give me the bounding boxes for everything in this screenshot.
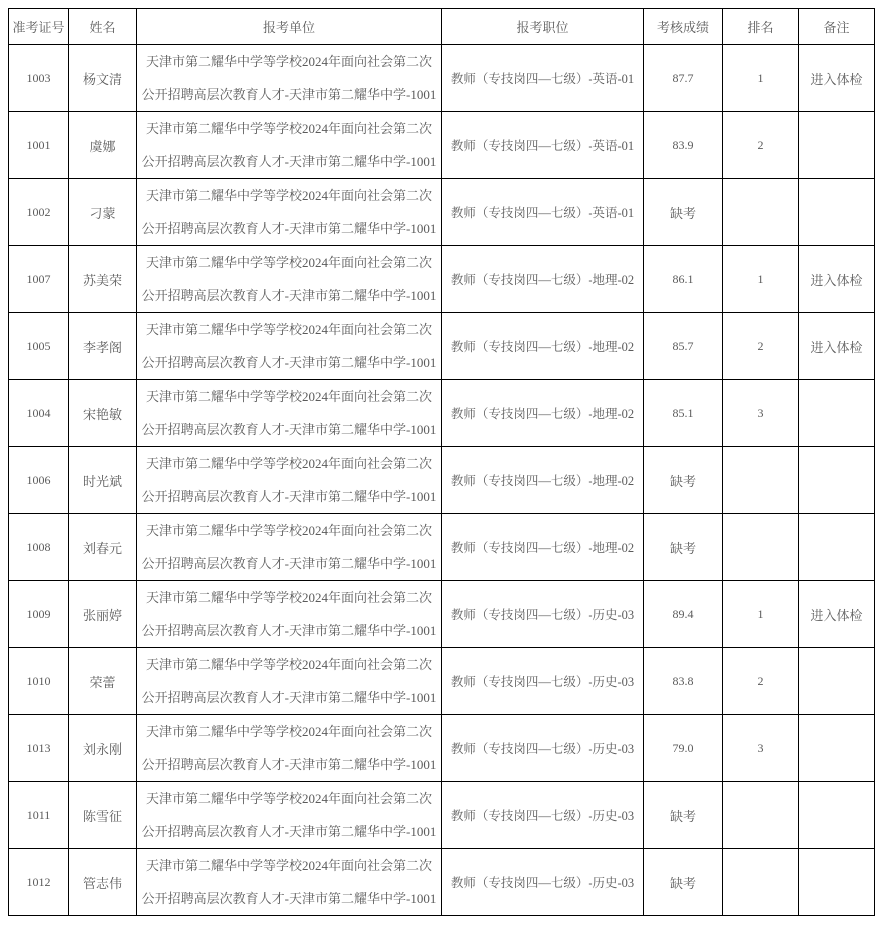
cell-score: 缺考 <box>644 179 723 246</box>
cell-note <box>799 380 875 447</box>
cell-unit: 天津市第二耀华中学等学校2024年面向社会第二次公开招聘高层次教育人才-天津市第二耀华中学-1001 <box>137 45 442 112</box>
cell-rank: 3 <box>723 715 799 782</box>
cell-rank <box>723 782 799 849</box>
cell-name: 宋艳敏 <box>69 380 137 447</box>
header-row <box>9 9 875 45</box>
cell-exam-number: 1009 <box>9 581 69 648</box>
cell-unit: 天津市第二耀华中学等学校2024年面向社会第二次公开招聘高层次教育人才-天津市第二耀华中学-1001 <box>137 782 442 849</box>
header-note: 备注 <box>799 9 875 45</box>
cell-note: 进入体检 <box>799 45 875 112</box>
cell-score: 缺考 <box>644 849 723 916</box>
cell-position: 教师（专技岗四—七级）-地理-02 <box>442 514 644 581</box>
cell-score: 86.1 <box>644 246 723 313</box>
table-row <box>9 246 875 313</box>
table-row <box>9 849 875 916</box>
cell-score: 缺考 <box>644 447 723 514</box>
cell-position: 教师（专技岗四—七级）-历史-03 <box>442 782 644 849</box>
cell-exam-number: 1007 <box>9 246 69 313</box>
cell-exam-number: 1006 <box>9 447 69 514</box>
cell-name: 时光斌 <box>69 447 137 514</box>
table-row <box>9 447 875 514</box>
cell-rank: 3 <box>723 380 799 447</box>
table-row <box>9 514 875 581</box>
header-name: 姓名 <box>69 9 137 45</box>
cell-note <box>799 447 875 514</box>
cell-score: 83.8 <box>644 648 723 715</box>
cell-unit: 天津市第二耀华中学等学校2024年面向社会第二次公开招聘高层次教育人才-天津市第二耀华中学-1001 <box>137 648 442 715</box>
cell-position: 教师（专技岗四—七级）-地理-02 <box>442 447 644 514</box>
cell-rank: 2 <box>723 313 799 380</box>
cell-name: 苏美荣 <box>69 246 137 313</box>
cell-score: 87.7 <box>644 45 723 112</box>
cell-note <box>799 179 875 246</box>
cell-score: 缺考 <box>644 782 723 849</box>
cell-unit: 天津市第二耀华中学等学校2024年面向社会第二次公开招聘高层次教育人才-天津市第二耀华中学-1001 <box>137 715 442 782</box>
cell-position: 教师（专技岗四—七级）-英语-01 <box>442 112 644 179</box>
cell-score: 79.0 <box>644 715 723 782</box>
cell-exam-number: 1011 <box>9 782 69 849</box>
cell-position: 教师（专技岗四—七级）-英语-01 <box>442 45 644 112</box>
cell-note <box>799 782 875 849</box>
cell-position: 教师（专技岗四—七级）-英语-01 <box>442 179 644 246</box>
header-position: 报考职位 <box>442 9 644 45</box>
cell-exam-number: 1001 <box>9 112 69 179</box>
cell-name: 张丽婷 <box>69 581 137 648</box>
cell-exam-number: 1002 <box>9 179 69 246</box>
cell-rank <box>723 514 799 581</box>
cell-position: 教师（专技岗四—七级）-历史-03 <box>442 715 644 782</box>
header-rank: 排名 <box>723 9 799 45</box>
cell-position: 教师（专技岗四—七级）-地理-02 <box>442 313 644 380</box>
cell-note: 进入体检 <box>799 581 875 648</box>
cell-unit: 天津市第二耀华中学等学校2024年面向社会第二次公开招聘高层次教育人才-天津市第二耀华中学-1001 <box>137 514 442 581</box>
cell-rank: 1 <box>723 45 799 112</box>
cell-position: 教师（专技岗四—七级）-地理-02 <box>442 246 644 313</box>
cell-rank <box>723 849 799 916</box>
cell-rank <box>723 179 799 246</box>
cell-unit: 天津市第二耀华中学等学校2024年面向社会第二次公开招聘高层次教育人才-天津市第二耀华中学-1001 <box>137 112 442 179</box>
cell-name: 刁蒙 <box>69 179 137 246</box>
cell-position: 教师（专技岗四—七级）-地理-02 <box>442 380 644 447</box>
table-row <box>9 179 875 246</box>
table-row <box>9 45 875 112</box>
cell-position: 教师（专技岗四—七级）-历史-03 <box>442 581 644 648</box>
table-header <box>9 9 875 45</box>
cell-exam-number: 1003 <box>9 45 69 112</box>
cell-position: 教师（专技岗四—七级）-历史-03 <box>442 648 644 715</box>
cell-name: 陈雪征 <box>69 782 137 849</box>
cell-note <box>799 648 875 715</box>
cell-name: 李孝阁 <box>69 313 137 380</box>
cell-rank: 1 <box>723 581 799 648</box>
cell-score: 85.7 <box>644 313 723 380</box>
table-row <box>9 715 875 782</box>
cell-exam-number: 1010 <box>9 648 69 715</box>
cell-score: 缺考 <box>644 514 723 581</box>
cell-exam-number: 1008 <box>9 514 69 581</box>
table-row <box>9 112 875 179</box>
cell-name: 管志伟 <box>69 849 137 916</box>
cell-exam-number: 1013 <box>9 715 69 782</box>
cell-exam-number: 1004 <box>9 380 69 447</box>
cell-score: 85.1 <box>644 380 723 447</box>
cell-unit: 天津市第二耀华中学等学校2024年面向社会第二次公开招聘高层次教育人才-天津市第二耀华中学-1001 <box>137 581 442 648</box>
cell-unit: 天津市第二耀华中学等学校2024年面向社会第二次公开招聘高层次教育人才-天津市第二耀华中学-1001 <box>137 313 442 380</box>
table-body <box>9 45 875 916</box>
cell-unit: 天津市第二耀华中学等学校2024年面向社会第二次公开招聘高层次教育人才-天津市第二耀华中学-1001 <box>137 380 442 447</box>
exam-results-table <box>8 8 875 916</box>
cell-unit: 天津市第二耀华中学等学校2024年面向社会第二次公开招聘高层次教育人才-天津市第二耀华中学-1001 <box>137 179 442 246</box>
cell-note: 进入体检 <box>799 313 875 380</box>
table-row <box>9 581 875 648</box>
header-exam-number: 准考证号 <box>9 9 69 45</box>
cell-rank: 2 <box>723 648 799 715</box>
cell-name: 刘春元 <box>69 514 137 581</box>
header-score: 考核成绩 <box>644 9 723 45</box>
cell-score: 83.9 <box>644 112 723 179</box>
cell-unit: 天津市第二耀华中学等学校2024年面向社会第二次公开招聘高层次教育人才-天津市第二耀华中学-1001 <box>137 447 442 514</box>
cell-rank: 1 <box>723 246 799 313</box>
cell-exam-number: 1012 <box>9 849 69 916</box>
cell-name: 杨文清 <box>69 45 137 112</box>
cell-note <box>799 715 875 782</box>
cell-note <box>799 849 875 916</box>
cell-note <box>799 112 875 179</box>
cell-name: 荣蕾 <box>69 648 137 715</box>
table-row <box>9 313 875 380</box>
table-row <box>9 380 875 447</box>
cell-name: 刘永刚 <box>69 715 137 782</box>
cell-rank <box>723 447 799 514</box>
cell-position: 教师（专技岗四—七级）-历史-03 <box>442 849 644 916</box>
cell-unit: 天津市第二耀华中学等学校2024年面向社会第二次公开招聘高层次教育人才-天津市第二耀华中学-1001 <box>137 849 442 916</box>
cell-unit: 天津市第二耀华中学等学校2024年面向社会第二次公开招聘高层次教育人才-天津市第二耀华中学-1001 <box>137 246 442 313</box>
table-row <box>9 648 875 715</box>
cell-note <box>799 514 875 581</box>
cell-rank: 2 <box>723 112 799 179</box>
header-unit: 报考单位 <box>137 9 442 45</box>
cell-exam-number: 1005 <box>9 313 69 380</box>
cell-score: 89.4 <box>644 581 723 648</box>
cell-note: 进入体检 <box>799 246 875 313</box>
table-row <box>9 782 875 849</box>
cell-name: 虞娜 <box>69 112 137 179</box>
